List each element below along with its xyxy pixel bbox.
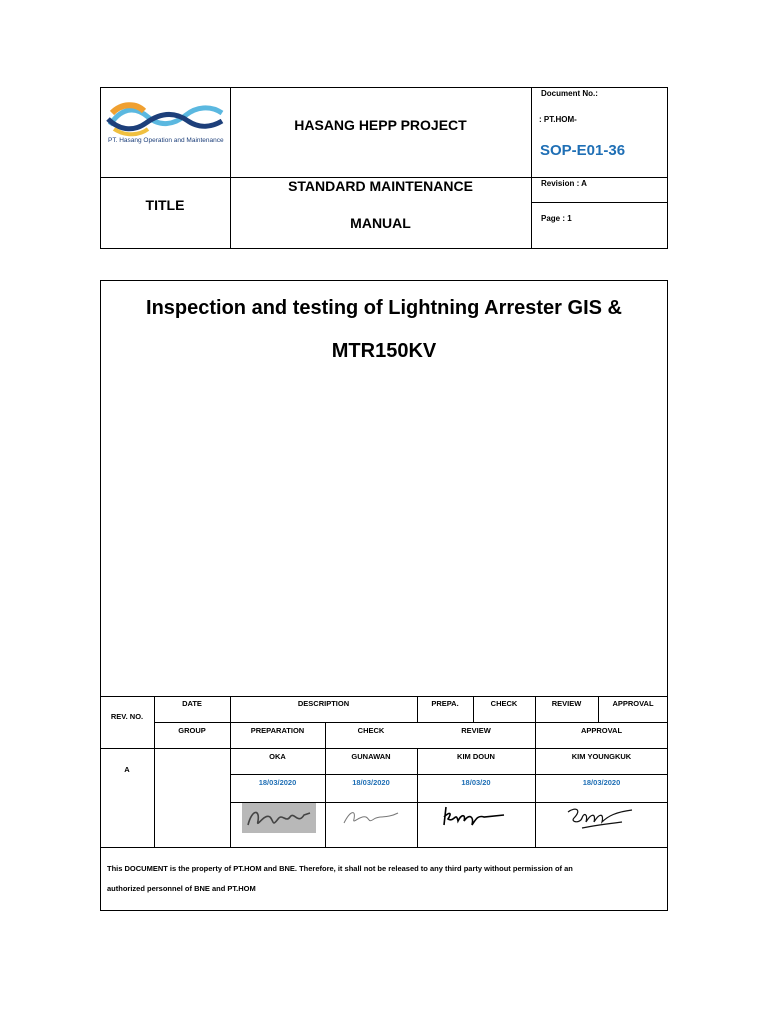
revision-label: Revision : A (541, 179, 587, 188)
table-line (154, 696, 155, 847)
table-line (230, 774, 668, 775)
name-preparer: OKA (269, 752, 286, 761)
name-checker: GUNAWAN (351, 752, 391, 761)
col-rev-no: REV. NO. (110, 712, 144, 721)
document-no-label: Document No.: (541, 89, 598, 98)
table-line (535, 696, 536, 847)
col-review: REVIEW (551, 699, 582, 708)
signature-checker (340, 805, 402, 829)
date-approver: 18/03/2020 (582, 778, 621, 787)
project-name: HASANG HEPP PROJECT (294, 117, 467, 133)
col-approval: APPROVAL (612, 699, 654, 708)
name-approver: KIM YOUNGKUK (571, 752, 632, 761)
header-divider (531, 202, 668, 203)
footer-notice-line1: This DOCUMENT is the property of PT.HOM and BNE. Therefore, it shall not be released to any third party without permission of an (107, 864, 573, 873)
col-check-2: CHECK (357, 726, 385, 735)
signature-preparer (242, 803, 316, 833)
col-review-2: REVIEW (461, 726, 491, 735)
col-preparation: PREPARATION (250, 726, 305, 735)
table-line (100, 748, 668, 749)
col-date: DATE (182, 699, 202, 708)
footer-notice-line2: authorized personnel of BNE and PT.HOM (107, 884, 256, 893)
table-line (100, 847, 668, 848)
name-reviewer: KIM DOUN (457, 752, 495, 761)
date-reviewer: 18/03/20 (461, 778, 491, 787)
date-preparer: 18/03/2020 (258, 778, 297, 787)
table-line (230, 696, 231, 847)
rev-value: A (124, 765, 130, 774)
col-check: CHECK (490, 699, 518, 708)
col-description: DESCRIPTION (297, 699, 350, 708)
signature-approver (562, 804, 636, 832)
header-divider (531, 87, 532, 249)
document-code: SOP-E01-36 (540, 142, 626, 159)
document-prefix: : PT.HOM- (539, 115, 577, 124)
table-line (417, 748, 418, 847)
document-title-line1: Inspection and testing of Lightning Arrester GIS & (146, 297, 622, 319)
col-approval-2: APPROVAL (580, 726, 623, 735)
col-group: GROUP (178, 726, 206, 735)
table-line (100, 696, 668, 697)
title-label: TITLE (145, 197, 185, 213)
logo-text: PT. Hasang Operation and Maintenance (108, 137, 224, 144)
logo-waves-icon (104, 95, 228, 141)
manual-title-line2: MANUAL (350, 215, 411, 231)
date-checker: 18/03/2020 (352, 778, 390, 787)
page-label: Page : 1 (541, 214, 572, 223)
company-logo (104, 95, 228, 155)
signature-reviewer (440, 803, 508, 831)
table-line (154, 722, 668, 723)
document-title-line2: MTR150KV (331, 340, 437, 362)
manual-title-line1: STANDARD MAINTENANCE (288, 178, 473, 194)
col-prepa: PREPA. (431, 699, 459, 708)
